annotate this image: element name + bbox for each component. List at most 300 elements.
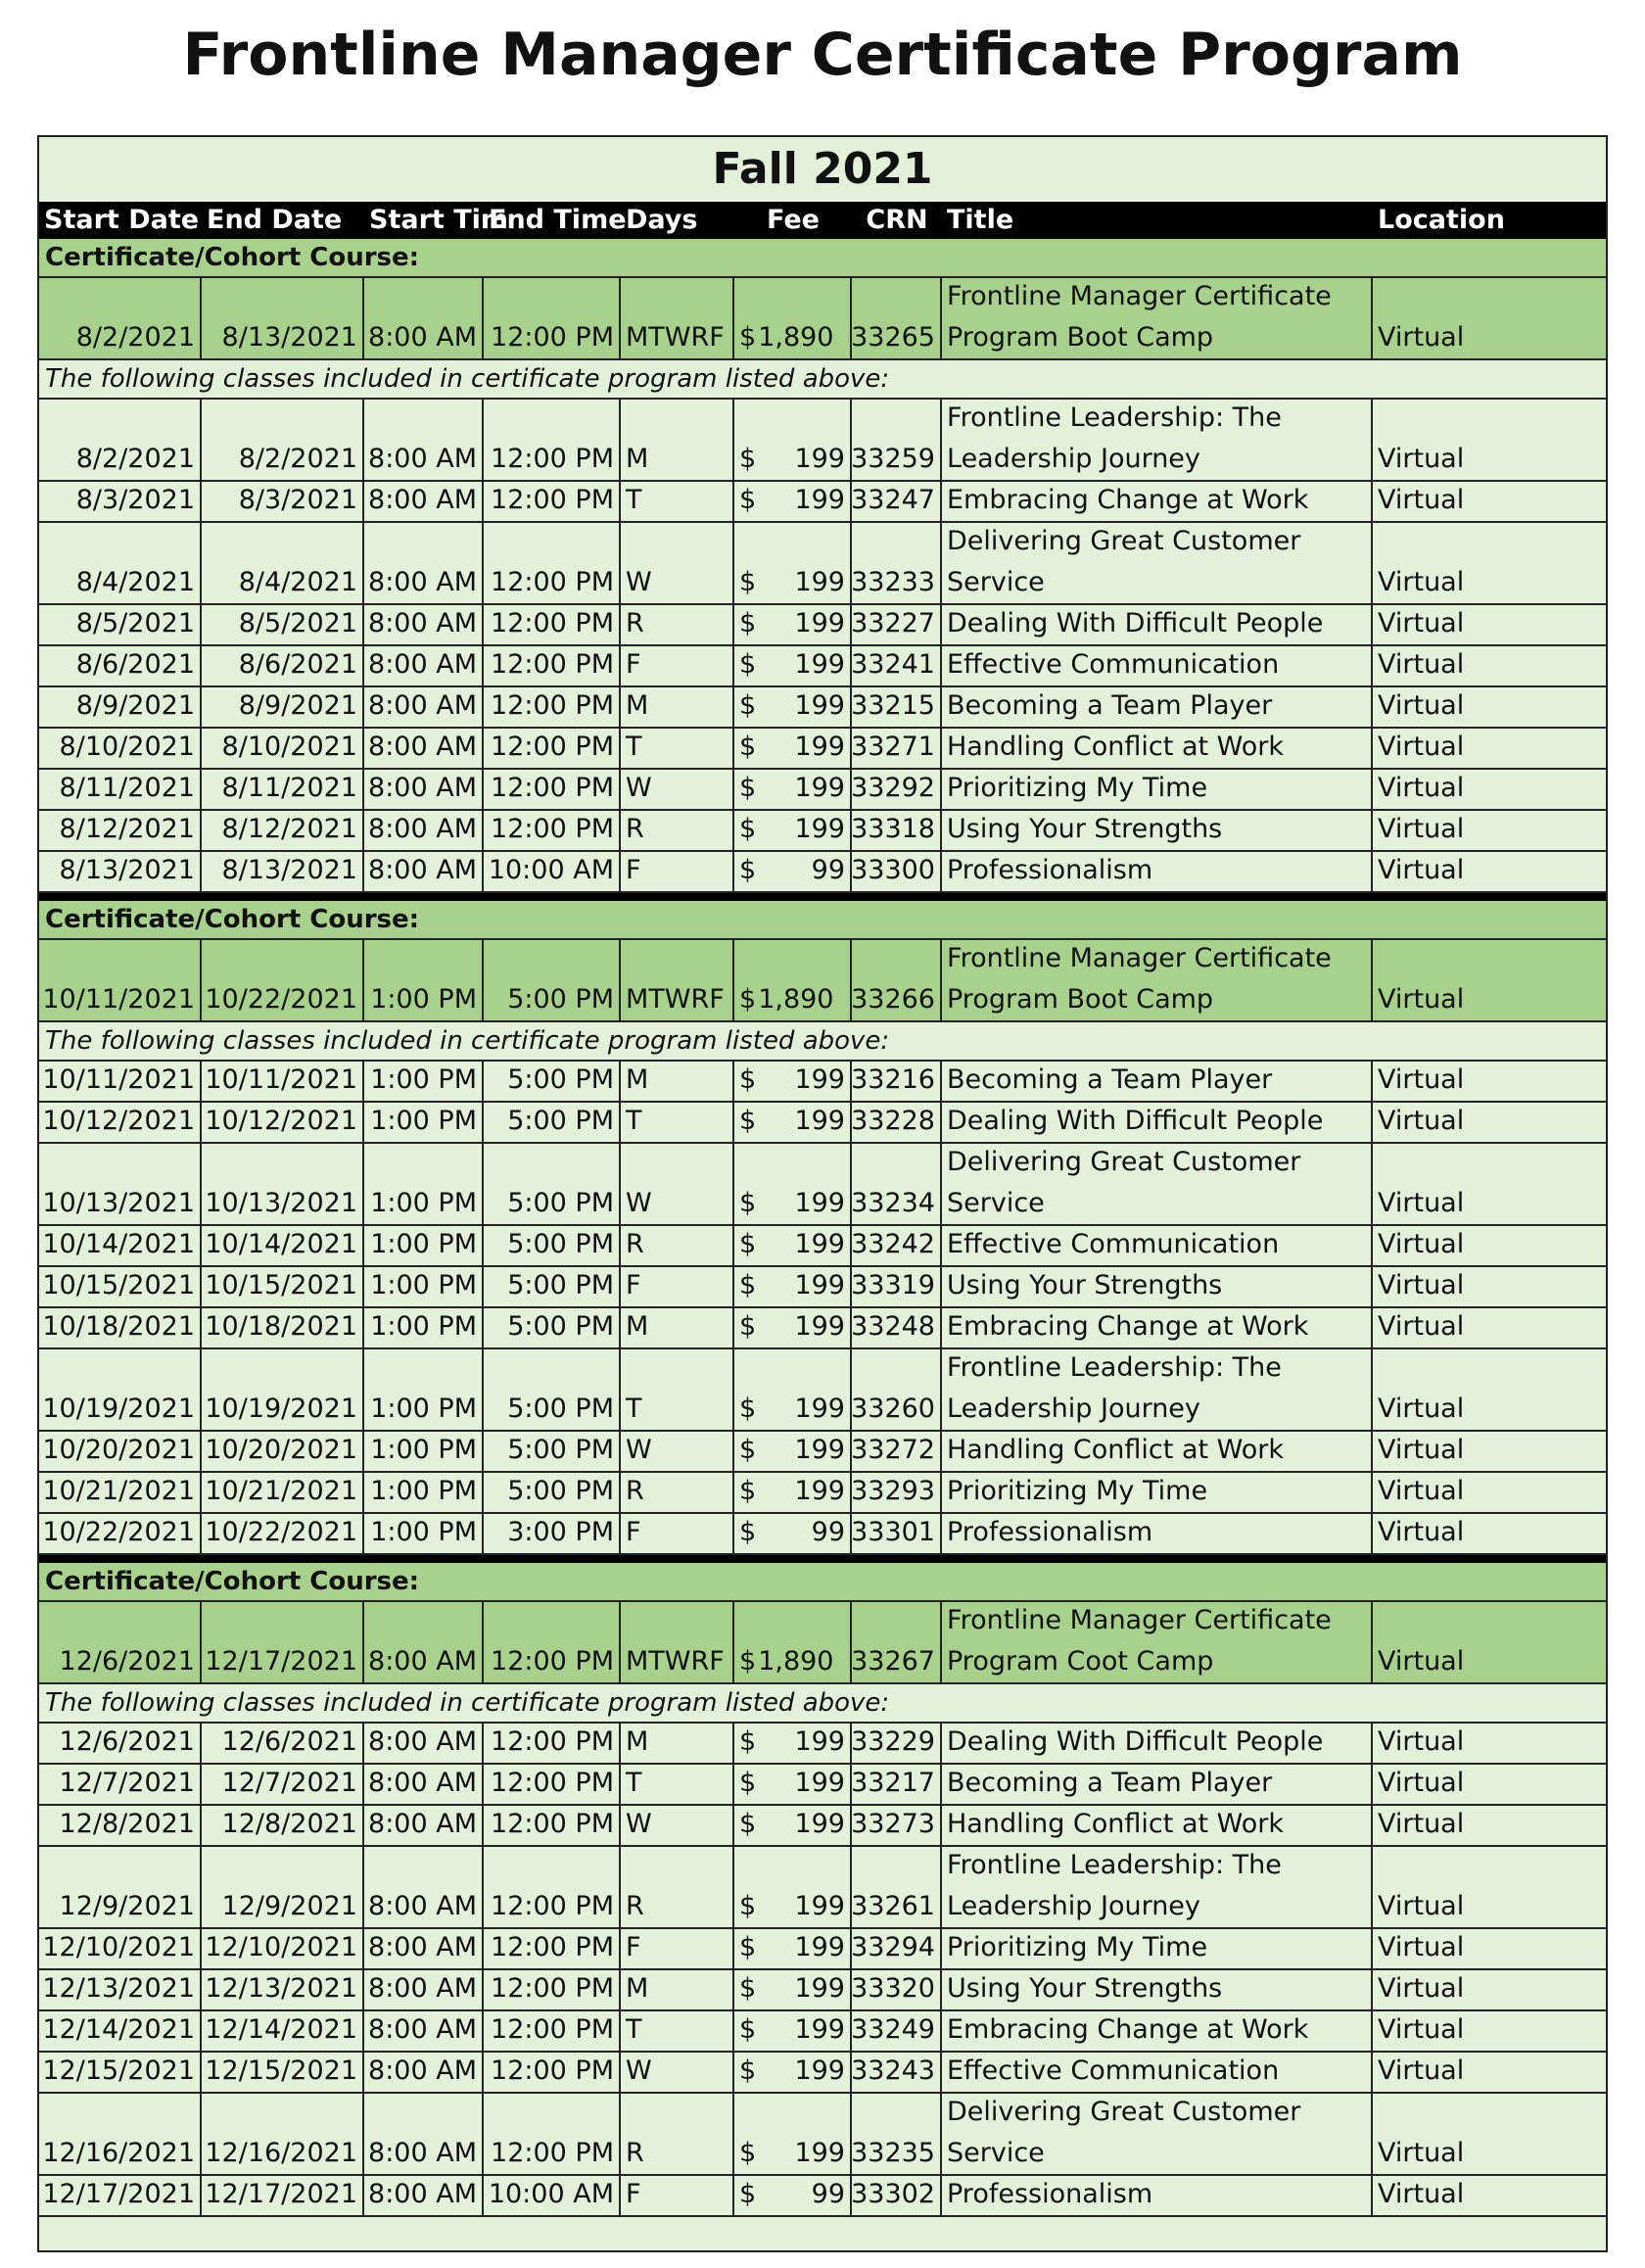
cell-end: 10/22/2021 [202, 1514, 364, 1553]
course-title-line: Effective Communication [947, 2055, 1280, 2086]
cell-stime: 8:00 AM [364, 1724, 484, 1763]
course-title-line: Effective Communication [947, 1229, 1280, 1259]
cell-stime: 8:00 AM [364, 482, 484, 521]
cell-start: 8/9/2021 [39, 687, 202, 727]
cell-end: 10/22/2021 [202, 940, 364, 1020]
cell-crn: 33216 [852, 1062, 942, 1101]
cell-loc: Virtual [1378, 1809, 1465, 1839]
cell-fee [734, 1473, 852, 1512]
cell-crn: 33247 [852, 482, 942, 521]
cell-fee [734, 1847, 852, 1927]
course-row [39, 1847, 1606, 1929]
cell-etime: 12:00 PM [484, 646, 621, 685]
fee-currency: $ [739, 1394, 757, 1424]
cell-start: 12/16/2021 [39, 2094, 202, 2174]
course-title-line: Leadership Journey [947, 444, 1200, 474]
course-title-line: Frontline Manager Certificate [947, 281, 1332, 311]
course-title-line: Frontline Manager Certificate [947, 943, 1332, 973]
course-title-line: Using Your Strengths [947, 1270, 1223, 1300]
course-title-line: Frontline Leadership: The [947, 402, 1282, 433]
cell-fee [734, 687, 852, 727]
cell-fee [734, 2011, 852, 2051]
cell-etime: 5:00 PM [484, 1226, 621, 1265]
cell-crn: 33266 [852, 940, 942, 1020]
course-title-line: Dealing With Difficult People [947, 1106, 1324, 1136]
fee-currency: $ [739, 1932, 757, 1962]
column-header: Fee [767, 205, 820, 235]
cell-stime: 8:00 AM [364, 729, 484, 768]
cell-days: R [621, 2094, 734, 2174]
cell-end: 8/13/2021 [202, 278, 364, 358]
cell-days: R [621, 605, 734, 644]
cell-end: 8/3/2021 [202, 482, 364, 521]
fee-amount: 199 [794, 1270, 845, 1300]
fee-currency: $ [739, 814, 757, 844]
cell-end: 8/4/2021 [202, 523, 364, 603]
section-label: Certificate/Cohort Course: [39, 239, 1606, 278]
cell-fee [734, 1062, 852, 1101]
cell-loc: Virtual [1378, 855, 1465, 885]
fee-amount: 199 [794, 608, 845, 638]
cell-etime: 5:00 PM [484, 1432, 621, 1471]
course-title-line: Frontline Leadership: The [947, 1352, 1282, 1383]
cell-crn: 33248 [852, 1308, 942, 1347]
course-title-line: Prioritizing My Time [947, 1932, 1208, 1962]
column-header: Start Date [44, 205, 200, 235]
cell-crn: 33261 [852, 1847, 942, 1927]
cell-start: 10/22/2021 [39, 1514, 202, 1553]
course-row [39, 770, 1606, 811]
cell-end: 12/16/2021 [202, 2094, 364, 2174]
cell-title [942, 940, 1373, 1020]
cell-fee [734, 278, 852, 358]
cell-etime: 12:00 PM [484, 811, 621, 850]
cell-stime: 1:00 PM [364, 1226, 484, 1265]
cell-loc: Virtual [1378, 2014, 1465, 2045]
cell-days: T [621, 729, 734, 768]
cell-end: 8/2/2021 [202, 400, 364, 480]
cell-stime: 8:00 AM [364, 1847, 484, 1927]
fee-amount: 199 [794, 1311, 845, 1342]
cell-fee [734, 1765, 852, 1804]
cell-stime: 1:00 PM [364, 1432, 484, 1471]
cell-days: F [621, 646, 734, 685]
cell-fee [734, 1806, 852, 1845]
cell-days: W [621, 770, 734, 809]
cell-crn: 33271 [852, 729, 942, 768]
fee-amount: 199 [794, 649, 845, 680]
cell-etime: 5:00 PM [484, 1062, 621, 1101]
cell-etime: 12:00 PM [484, 482, 621, 521]
cell-loc: Virtual [1378, 1064, 1465, 1095]
cell-crn: 33301 [852, 1514, 942, 1553]
cell-fee [734, 1308, 852, 1347]
course-title-line: Embracing Change at Work [947, 485, 1309, 515]
cell-title [942, 852, 1373, 891]
fee-amount: 1,890 [758, 984, 834, 1015]
cell-etime: 5:00 PM [484, 1267, 621, 1306]
cell-loc: Virtual [1378, 1311, 1465, 1342]
cell-fee [734, 1970, 852, 2009]
cell-fee [734, 1144, 852, 1224]
cell-end: 8/11/2021 [202, 770, 364, 809]
cell-start: 12/17/2021 [39, 2176, 202, 2215]
fee-currency: $ [739, 1270, 757, 1300]
section-label: Certificate/Cohort Course: [39, 1555, 1606, 1602]
course-row [39, 729, 1606, 770]
fee-amount: 199 [794, 732, 845, 762]
cell-days: F [621, 1929, 734, 1968]
cell-start: 10/13/2021 [39, 1144, 202, 1224]
cell-stime: 8:00 AM [364, 2094, 484, 2174]
cell-etime: 12:00 PM [484, 687, 621, 727]
cell-start: 8/11/2021 [39, 770, 202, 809]
cell-start: 8/2/2021 [39, 278, 202, 358]
cell-stime: 8:00 AM [364, 687, 484, 727]
cell-end: 12/7/2021 [202, 1765, 364, 1804]
cell-stime: 8:00 AM [364, 1765, 484, 1804]
course-title-line: Embracing Change at Work [947, 1311, 1309, 1342]
cell-crn: 33227 [852, 605, 942, 644]
cell-start: 8/10/2021 [39, 729, 202, 768]
fee-amount: 199 [794, 444, 845, 474]
course-title-line: Prioritizing My Time [947, 773, 1208, 803]
cell-loc: Virtual [1378, 1932, 1465, 1962]
cell-loc: Virtual [1378, 1517, 1465, 1547]
fee-currency: $ [739, 1188, 757, 1218]
fee-currency: $ [739, 608, 757, 638]
cell-fee [734, 729, 852, 768]
course-title-line: Handling Conflict at Work [947, 1809, 1285, 1839]
cell-etime: 12:00 PM [484, 729, 621, 768]
cell-days: F [621, 1267, 734, 1306]
cell-start: 8/13/2021 [39, 852, 202, 891]
cell-stime: 8:00 AM [364, 646, 484, 685]
cell-days: F [621, 852, 734, 891]
course-title-line: Handling Conflict at Work [947, 732, 1285, 762]
cell-crn: 33228 [852, 1103, 942, 1142]
cell-fee [734, 1602, 852, 1682]
cell-loc: Virtual [1378, 485, 1465, 515]
course-row [39, 482, 1606, 523]
course-title-line: Service [947, 2138, 1045, 2168]
included-classes-note: The following classes included in certificate program listed above: [39, 1684, 1606, 1724]
cell-title [942, 2053, 1373, 2092]
cell-loc: Virtual [1378, 2055, 1465, 2086]
fee-amount: 199 [794, 2138, 845, 2168]
course-row [39, 1970, 1606, 2011]
cell-etime: 12:00 PM [484, 1970, 621, 2009]
course-title-line: Delivering Great Customer [947, 1147, 1301, 1177]
section-label: Certificate/Cohort Course: [39, 893, 1606, 940]
cell-etime: 5:00 PM [484, 1308, 621, 1347]
cell-etime: 12:00 PM [484, 2053, 621, 2092]
course-row [39, 523, 1606, 605]
fee-currency: $ [739, 2055, 757, 2086]
cell-title [942, 1602, 1373, 1682]
cell-etime: 5:00 PM [484, 940, 621, 1020]
course-title-line: Becoming a Team Player [947, 1064, 1273, 1095]
cell-crn: 33217 [852, 1765, 942, 1804]
cell-title [942, 1144, 1373, 1224]
course-title-line: Dealing With Difficult People [947, 1726, 1324, 1757]
cell-title [942, 605, 1373, 644]
cell-end: 12/6/2021 [202, 1724, 364, 1763]
cell-days: M [621, 1308, 734, 1347]
fee-amount: 199 [794, 1932, 845, 1962]
bootcamp-row [39, 940, 1606, 1022]
cell-title [942, 1308, 1373, 1347]
fee-currency: $ [739, 1106, 757, 1136]
fee-currency: $ [739, 2179, 757, 2209]
cell-title [942, 2011, 1373, 2051]
fee-amount: 199 [794, 690, 845, 721]
cell-end: 10/20/2021 [202, 1432, 364, 1471]
cell-crn: 33302 [852, 2176, 942, 2215]
cell-loc: Virtual [1378, 690, 1465, 721]
cell-fee [734, 2053, 852, 2092]
cell-fee [734, 482, 852, 521]
cell-title [942, 729, 1373, 768]
cell-title [942, 2176, 1373, 2215]
course-row [39, 2011, 1606, 2053]
course-title-line: Professionalism [947, 2179, 1153, 2209]
fee-currency: $ [739, 1435, 757, 1465]
cell-days: F [621, 1514, 734, 1553]
cell-title [942, 1929, 1373, 1968]
cell-loc: Virtual [1378, 567, 1465, 597]
cell-start: 12/6/2021 [39, 1724, 202, 1763]
cell-start: 10/20/2021 [39, 1432, 202, 1471]
course-title-line: Leadership Journey [947, 1891, 1200, 1921]
cell-loc: Virtual [1378, 732, 1465, 762]
cell-end: 8/12/2021 [202, 811, 364, 850]
cell-stime: 1:00 PM [364, 1144, 484, 1224]
fee-currency: $ [739, 1973, 757, 2004]
cell-days: T [621, 1765, 734, 1804]
cell-fee [734, 1514, 852, 1553]
cell-days: M [621, 400, 734, 480]
cell-start: 12/7/2021 [39, 1765, 202, 1804]
cell-end: 12/9/2021 [202, 1847, 364, 1927]
cell-fee [734, 605, 852, 644]
fee-amount: 199 [794, 2055, 845, 2086]
fee-amount: 199 [794, 1064, 845, 1095]
cell-loc: Virtual [1378, 649, 1465, 680]
fee-currency: $ [739, 1229, 757, 1259]
course-title-line: Program Coot Camp [947, 1646, 1214, 1677]
cell-stime: 8:00 AM [364, 2176, 484, 2215]
cell-loc: Virtual [1378, 1476, 1465, 1506]
cell-title [942, 687, 1373, 727]
cell-crn: 33272 [852, 1432, 942, 1471]
cell-etime: 12:00 PM [484, 605, 621, 644]
cell-etime: 5:00 PM [484, 1144, 621, 1224]
cell-stime: 1:00 PM [364, 1473, 484, 1512]
fee-amount: 99 [811, 2179, 845, 2209]
course-row [39, 1308, 1606, 1349]
course-row [39, 1765, 1606, 1806]
cell-etime: 12:00 PM [484, 2011, 621, 2051]
course-title-line: Service [947, 567, 1045, 597]
cell-title [942, 1473, 1373, 1512]
course-title-line: Professionalism [947, 855, 1153, 885]
course-title-line: Delivering Great Customer [947, 526, 1301, 556]
cell-days: MTWRF [621, 940, 734, 1020]
cell-crn: 33243 [852, 2053, 942, 2092]
course-row [39, 1473, 1606, 1514]
cell-title [942, 646, 1373, 685]
cell-fee [734, 1103, 852, 1142]
course-row [39, 1806, 1606, 1847]
cell-crn: 33242 [852, 1226, 942, 1265]
course-row [39, 2176, 1606, 2217]
schedule-table [37, 135, 1608, 2252]
cell-loc: Virtual [1378, 1394, 1465, 1424]
fee-amount: 199 [794, 1973, 845, 2004]
fee-currency: $ [739, 567, 757, 597]
fee-amount: 1,890 [758, 1646, 834, 1677]
cell-end: 10/11/2021 [202, 1062, 364, 1101]
cell-end: 8/13/2021 [202, 852, 364, 891]
cell-loc: Virtual [1378, 984, 1465, 1015]
cell-fee [734, 770, 852, 809]
cell-title [942, 1062, 1373, 1101]
cell-days: T [621, 1103, 734, 1142]
cell-fee [734, 1226, 852, 1265]
cell-days: R [621, 811, 734, 850]
cell-end: 12/17/2021 [202, 2176, 364, 2215]
cell-stime: 8:00 AM [364, 278, 484, 358]
column-header: CRN [866, 205, 928, 235]
cell-etime: 5:00 PM [484, 1473, 621, 1512]
cell-loc: Virtual [1378, 322, 1465, 353]
fee-currency: $ [739, 1476, 757, 1506]
cell-fee [734, 646, 852, 685]
cell-etime: 3:00 PM [484, 1514, 621, 1553]
cell-end: 10/15/2021 [202, 1267, 364, 1306]
fee-currency: $ [739, 1809, 757, 1839]
course-row [39, 2094, 1606, 2176]
course-title-line: Program Boot Camp [947, 984, 1214, 1015]
cell-days: F [621, 2176, 734, 2215]
course-row [39, 1062, 1606, 1103]
cell-crn: 33320 [852, 1970, 942, 2009]
cell-title [942, 1806, 1373, 1845]
fee-amount: 199 [794, 814, 845, 844]
cell-days: W [621, 1806, 734, 1845]
fee-currency: $ [739, 984, 757, 1015]
column-header-row [39, 202, 1606, 239]
fee-amount: 199 [794, 567, 845, 597]
cell-days: W [621, 2053, 734, 2092]
cell-fee [734, 2176, 852, 2215]
course-title-line: Embracing Change at Work [947, 2014, 1309, 2045]
fee-amount: 199 [794, 1809, 845, 1839]
cell-end: 8/9/2021 [202, 687, 364, 727]
course-row [39, 1267, 1606, 1308]
course-title-line: Handling Conflict at Work [947, 1435, 1285, 1465]
course-row [39, 687, 1606, 729]
cell-days: R [621, 1847, 734, 1927]
course-row [39, 1514, 1606, 1555]
cell-crn: 33265 [852, 278, 942, 358]
cell-start: 10/18/2021 [39, 1308, 202, 1347]
fee-amount: 199 [794, 1435, 845, 1465]
cell-stime: 8:00 AM [364, 400, 484, 480]
cell-title [942, 400, 1373, 480]
cell-start: 10/14/2021 [39, 1226, 202, 1265]
fee-amount: 199 [794, 1891, 845, 1921]
cell-title [942, 1349, 1373, 1430]
cell-end: 10/12/2021 [202, 1103, 364, 1142]
cell-etime: 12:00 PM [484, 523, 621, 603]
fee-amount: 199 [794, 485, 845, 515]
cell-stime: 8:00 AM [364, 852, 484, 891]
cell-crn: 33294 [852, 1929, 942, 1968]
cell-loc: Virtual [1378, 814, 1465, 844]
cell-stime: 8:00 AM [364, 1806, 484, 1845]
cell-start: 12/6/2021 [39, 1602, 202, 1682]
fee-amount: 199 [794, 1768, 845, 1798]
cell-etime: 12:00 PM [484, 1724, 621, 1763]
cell-fee [734, 2094, 852, 2174]
fee-amount: 1,890 [758, 322, 834, 353]
course-title-line: Delivering Great Customer [947, 2097, 1301, 2127]
cell-loc: Virtual [1378, 1188, 1465, 1218]
course-title-line: Leadership Journey [947, 1394, 1200, 1424]
cell-days: M [621, 1970, 734, 2009]
cell-title [942, 770, 1373, 809]
cell-crn: 33259 [852, 400, 942, 480]
course-title-line: Service [947, 1188, 1045, 1218]
fee-amount: 199 [794, 1229, 845, 1259]
cell-end: 10/13/2021 [202, 1144, 364, 1224]
cell-fee [734, 1929, 852, 1968]
column-header: Title [947, 205, 1014, 235]
cell-crn: 33234 [852, 1144, 942, 1224]
course-row [39, 1432, 1606, 1473]
cell-days: R [621, 1473, 734, 1512]
cell-title [942, 1765, 1373, 1804]
cell-title [942, 1847, 1373, 1927]
fee-currency: $ [739, 773, 757, 803]
cell-etime: 12:00 PM [484, 1602, 621, 1682]
cell-title [942, 482, 1373, 521]
cell-title [942, 1267, 1373, 1306]
cell-title [942, 1514, 1373, 1553]
cell-start: 8/2/2021 [39, 400, 202, 480]
cell-end: 10/14/2021 [202, 1226, 364, 1265]
cell-crn: 33273 [852, 1806, 942, 1845]
fee-amount: 199 [794, 1476, 845, 1506]
column-header: Location [1378, 205, 1505, 235]
fee-amount: 199 [794, 1106, 845, 1136]
cell-stime: 1:00 PM [364, 940, 484, 1020]
bootcamp-row [39, 278, 1606, 360]
cell-end: 12/14/2021 [202, 2011, 364, 2051]
course-title-line: Frontline Leadership: The [947, 1850, 1282, 1880]
fee-amount: 99 [811, 1517, 845, 1547]
cell-loc: Virtual [1378, 2179, 1465, 2209]
cell-crn: 33233 [852, 523, 942, 603]
cell-crn: 33300 [852, 852, 942, 891]
cell-days: M [621, 687, 734, 727]
cell-fee [734, 400, 852, 480]
course-row [39, 2053, 1606, 2094]
cell-loc: Virtual [1378, 444, 1465, 474]
cell-days: W [621, 1432, 734, 1471]
